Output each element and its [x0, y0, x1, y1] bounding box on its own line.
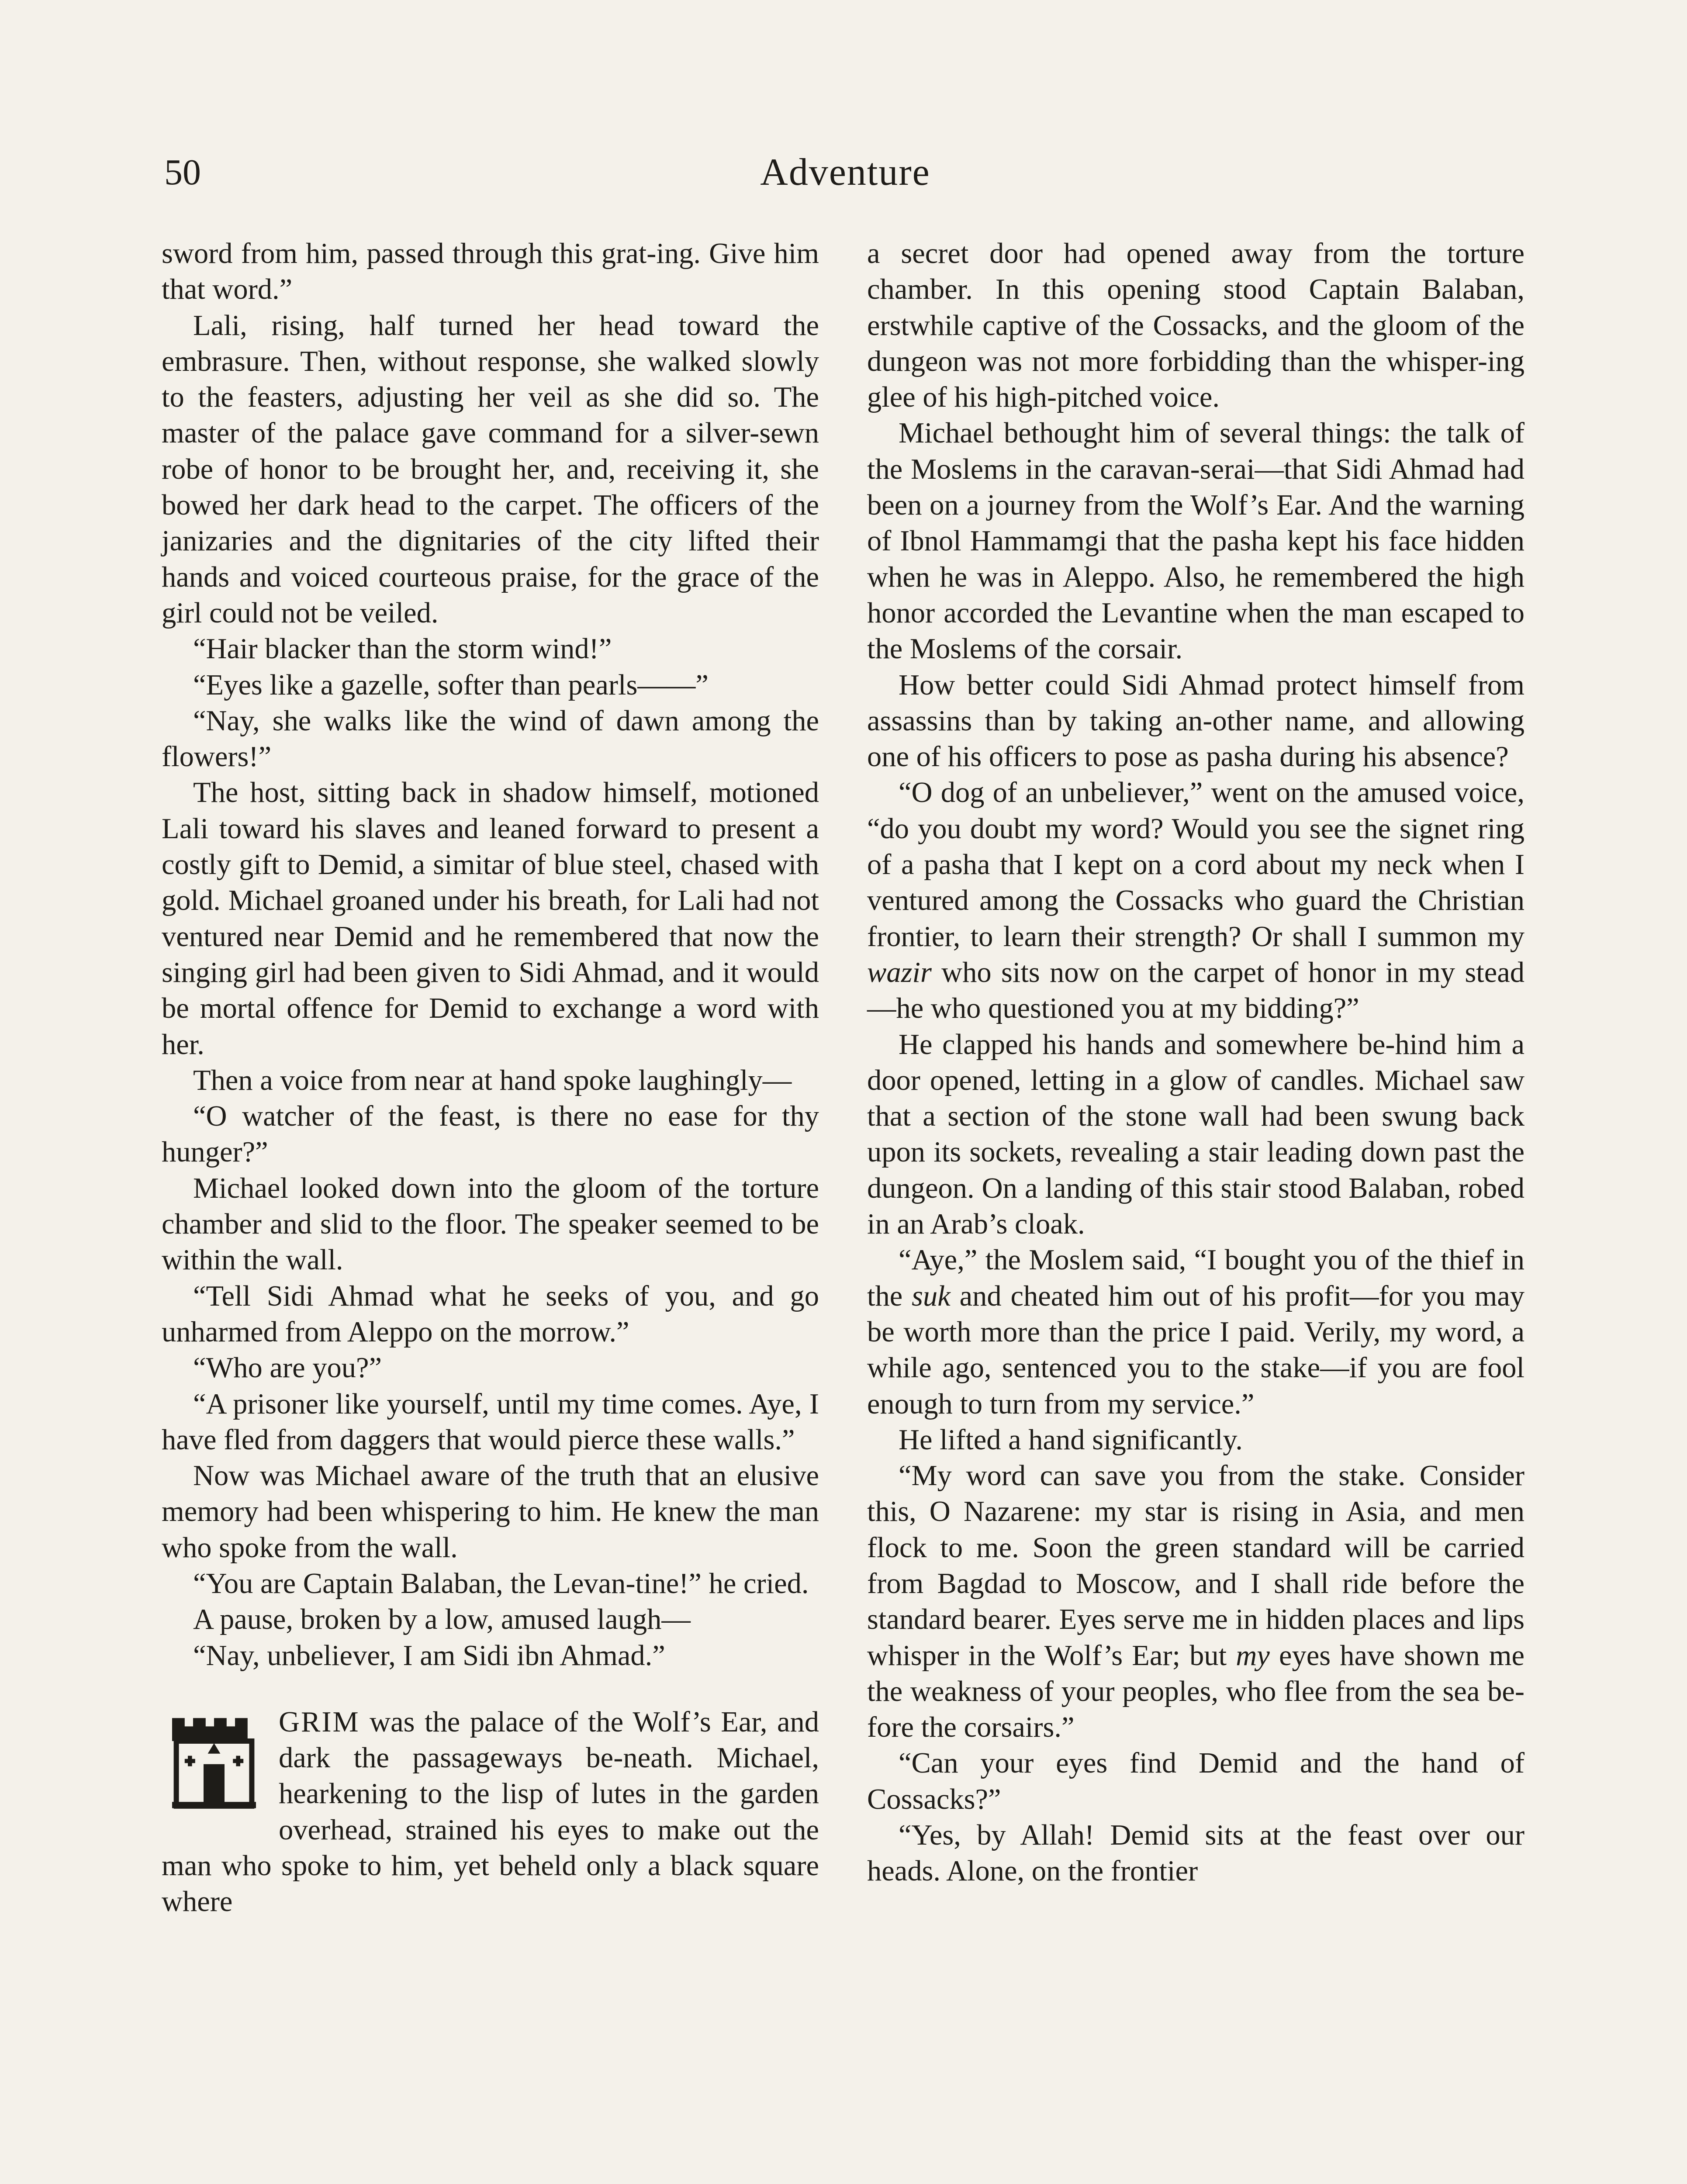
- paragraph: He lifted a hand significantly.: [899, 1424, 1243, 1456]
- running-head: Adventure: [760, 151, 930, 194]
- paragraph: “Nay, she walks like the wind of dawn among the flowers!”: [162, 705, 819, 773]
- paragraph-text: “My word can save you from the stake. Consider this, O Nazarene: my star is rising in Asia, and men flock to me. Soon the green standard will be carried from Bagdad to Moscow, and I shall ride before the standard bearer. Eyes serve me in hidden places and lips whisper in the Wolf’s Ear; but: [867, 1460, 1525, 1672]
- paragraph: He clapped his hands and somewhere be-hind him a door opened, letting in a glow of candles. Michael saw that a section of the stone wall had been swung back upon its sockets, revealing a stair leading down past the dungeon. On a landing of this stair stood Balaban, robed in an Arab’s cloak.: [867, 1028, 1525, 1241]
- emphasis: wazir: [867, 956, 932, 988]
- left-column: [162, 236, 819, 1920]
- paragraph: Lali, rising, half turned her head toward the embrasure. Then, without response, she walked slowly to the feasters, adjusting her veil as she did so. The master of the palace gave command for a silver-sewn robe of honor to be brought her, and, receiving it, she bowed her dark head to the carpet. The officers of the janizaries and the dignitaries of the city lifted their hands and voiced courteous praise, for the grace of the girl could not be veiled.: [162, 309, 819, 629]
- paragraph: The host, sitting back in shadow himself, motioned Lali toward his slaves and leaned forward to present a costly gift to Demid, a simitar of blue steel, chased with gold. Michael groaned under his breath, for Lali had not ventured near Demid and he remembered that now the singing girl had been given to Sidi Ahmad, and it would be mortal offence for Demid to exchange a word with her.: [162, 777, 819, 1061]
- paragraph: “O watcher of the feast, is there no ease for thy hunger?”: [162, 1100, 819, 1168]
- paragraph-text: was the palace of the Wolf’s Ear, and dark the passageways be-neath. Michael, hearkening to the lisp of lutes in the garden overhead, strained his eyes to make out the man who spoke to him, yet beheld only a black square where: [162, 1706, 819, 1918]
- paragraph-text: eyes have shown me the weakness of your peoples, who flee from the sea be-fore the corsairs.”: [867, 1639, 1525, 1744]
- paragraph: sword from him, passed through this grat-ing. Give him that word.”: [162, 238, 819, 306]
- paragraph: “Tell Sidi Ahmad what he seeks of you, and go unharmed from Aleppo on the morrow.”: [162, 1280, 819, 1348]
- paragraph: [867, 1458, 1525, 1745]
- paragraph: Michael looked down into the gloom of the torture chamber and slid to the floor. The speaker seemed to be within the wall.: [162, 1172, 819, 1276]
- emphasis: my: [1236, 1639, 1270, 1672]
- paragraph: How better could Sidi Ahmad protect himself from assassins than by taking an-other name, and allowing one of his officers to pose as pasha during his absence?: [867, 669, 1525, 773]
- castle-tower-icon: [162, 1710, 266, 1814]
- paragraph: “Who are you?”: [193, 1352, 382, 1384]
- paragraph-text: and cheated him out of his profit—for you may be worth more than the price I paid. Verily, my word, a while ago, sentenced you to the stake—if you are fool enough to turn from my service.”: [867, 1280, 1525, 1420]
- right-column: [867, 236, 1525, 1890]
- section-start-paragraph: [162, 1704, 819, 1920]
- paragraph-text: who sits now on the carpet of honor in my stead—he who questioned you at my bidding?”: [867, 956, 1525, 1025]
- emphasis: suk: [912, 1280, 951, 1312]
- paragraph: [867, 775, 1525, 1026]
- paragraph: [867, 1242, 1525, 1422]
- paragraph: Now was Michael aware of the truth that an elusive memory had been whispering to him. He knew the man who spoke from the wall.: [162, 1460, 819, 1564]
- paragraph: a secret door had opened away from the torture chamber. In this opening stood Captain Balaban, erstwhile captive of the Cossacks, and the gloom of the dungeon was not more forbidding than the whisper-ing glee of his high-pitched voice.: [867, 238, 1525, 414]
- paragraph: “A prisoner like yourself, until my time comes. Aye, I have fled from daggers that would pierce these walls.”: [162, 1388, 819, 1456]
- paragraph: “Nay, unbeliever, I am Sidi ibn Ahmad.”: [193, 1639, 665, 1672]
- paragraph-text: “Aye,” the Moslem said, “I bought you of the thief in the: [867, 1244, 1525, 1312]
- paragraph: Michael bethought him of several things: the talk of the Moslems in the caravan-serai—that Sidi Ahmad had been on a journey from the Wolf’s Ear. And the warning of Ibnol Hammamgi that the pasha kept his face hidden when he was in Aleppo. Also, he remembered the high honor accorded the Levantine when the man escaped to the Moslems of the corsair.: [867, 417, 1525, 665]
- paragraph: “Hair blacker than the storm wind!”: [193, 633, 612, 665]
- paragraph: Then a voice from near at hand spoke laughingly—: [193, 1064, 792, 1096]
- page-number: 50: [164, 152, 201, 193]
- page-header: [164, 144, 1526, 201]
- paragraph-text: “O dog of an unbeliever,” went on the amused voice, “do you doubt my word? Would you see the signet ring of a pasha that I kept on a cord about my neck when I ventured among the Cossacks who guard the Christian frontier, to learn their strength? Or shall I summon my: [867, 777, 1525, 953]
- paragraph: A pause, broken by a low, amused laugh—: [193, 1603, 691, 1636]
- paragraph: “You are Captain Balaban, the Levan-tine!” he cried.: [193, 1567, 809, 1600]
- paragraph: “Can your eyes find Demid and the hand of Cossacks?”: [867, 1747, 1525, 1815]
- paragraph: “Yes, by Allah! Demid sits at the feast over our heads. Alone, on the frontier: [867, 1819, 1525, 1887]
- paragraph: “Eyes like a gazelle, softer than pearls——”: [193, 669, 709, 701]
- small-caps-opening: GRIM: [279, 1706, 360, 1738]
